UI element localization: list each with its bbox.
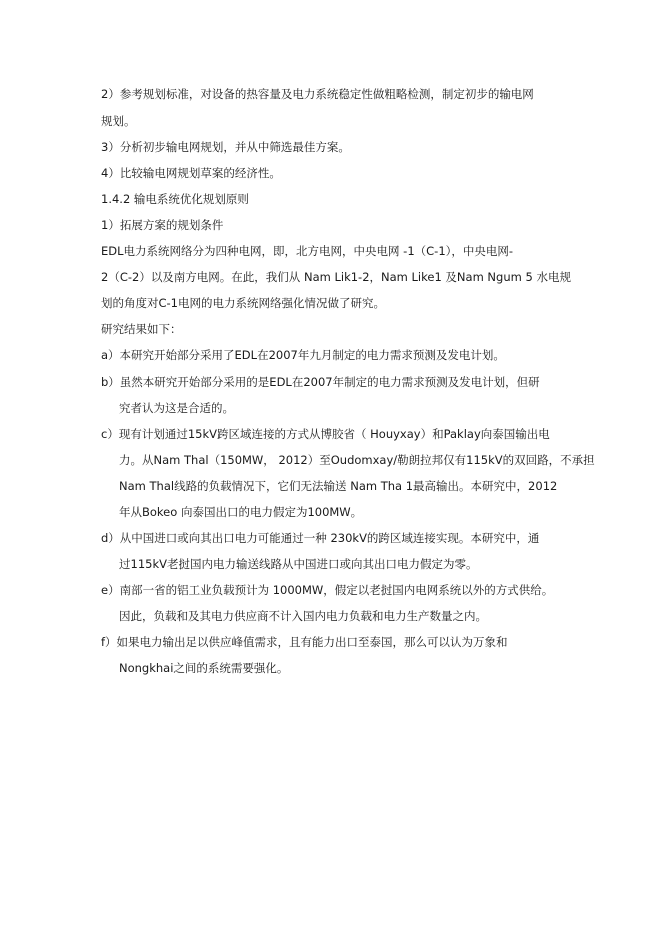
step-2-line-1: 2）参考规划标准，对设备的热容量及电力系统稳定性做粗略检测，制定初步的输电网	[101, 87, 534, 101]
item-d-line-2: 过115kV老挝国内电力输送线路从中国进口或向其出口电力假定为零。	[119, 557, 478, 571]
item-a: a）本研究开始部分采用了EDL在2007年九月制定的电力需求预测及发电计划。	[101, 348, 505, 362]
item-e-line-1: e）南部一省的铝工业负载预计为 1000MW，假定以老挝国内电网系统以外的方式供给。	[101, 583, 554, 597]
step-4: 4）比较输电网规划草案的经济性。	[101, 166, 281, 180]
paragraph-line-1: EDL电力系统网络分为四种电网，即，北方电网，中央电网 -1（C-1），中央电网-	[101, 244, 514, 258]
item-f-line-2: Nongkhai之间的系统需要强化。	[119, 661, 289, 675]
paragraph-line-3: 划的角度对C-1电网的电力系统网络强化情况做了研究。	[101, 296, 385, 310]
item-c-line-4: 年从Bokeo 向泰国出口的电力假定为100MW。	[119, 505, 363, 519]
item-c-line-3: Nam Thal线路的负载情况下，它们无法输送 Nam Tha 1最高输出。本研究中，2012	[119, 479, 558, 493]
item-f-line-1: f）如果电力输出足以供应峰值需求，且有能力出口至泰国，那么可以认为万象和	[101, 635, 508, 649]
item-d-line-1: d）从中国进口或向其出口电力可能通过一种 230kV的跨区域连接实现。本研究中，通	[101, 531, 540, 545]
item-c-line-1: c）现有计划通过15kV跨区域连接的方式从博胶省（ Houyxay）和Paklay向泰国输出电	[101, 427, 550, 441]
item-e-line-2: 因此，负载和及其电力供应商不计入国内电力负载和电力生产数量之内。	[119, 609, 487, 623]
paragraph-line-2: 2（C-2）以及南方电网。在此，我们从 Nam Lik1-2，Nam Like1 及Nam Ngum 5 水电规	[101, 270, 571, 284]
section-heading: 1.4.2 输电系统优化规划原则	[101, 192, 249, 206]
item-b-line-1: b）虽然本研究开始部分采用的是EDL在2007年制定的电力需求预测及发电计划，但研	[101, 375, 540, 389]
item-b-line-2: 究者认为这是合适的。	[119, 401, 234, 415]
step-2-line-2: 规划。	[101, 114, 136, 128]
subheading-planning-conditions: 1）拓展方案的规划条件	[101, 218, 224, 232]
results-intro: 研究结果如下：	[101, 322, 182, 336]
step-3: 3）分析初步输电网规划，并从中筛选最佳方案。	[101, 140, 350, 154]
item-c-line-2: 力。从Nam Thal（150MW， 2012）至Oudomxay/勒朗拉邦仅有115kV的双回路，不承担	[119, 453, 595, 467]
